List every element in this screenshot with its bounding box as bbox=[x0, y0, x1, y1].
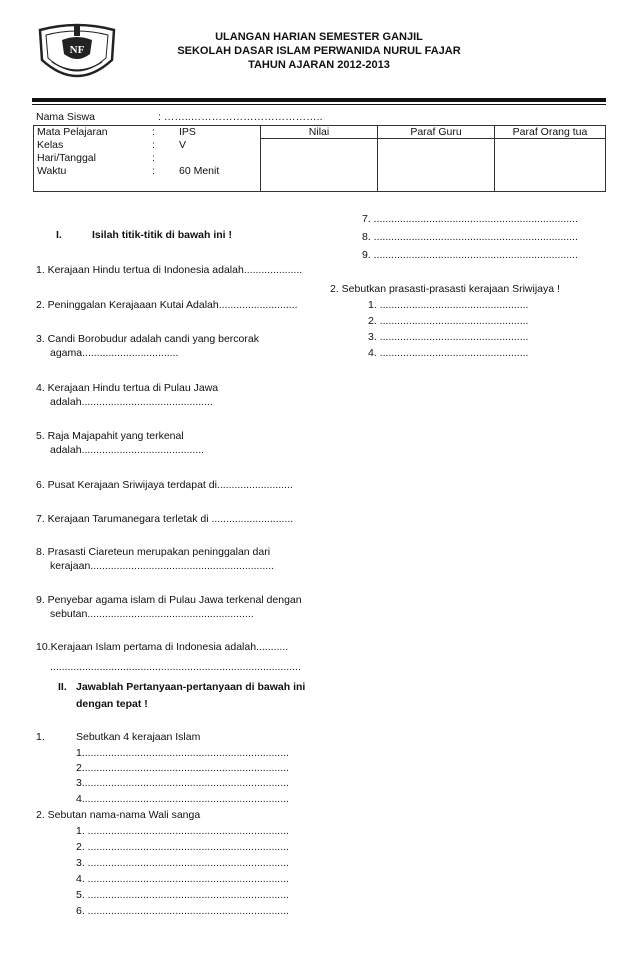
s2-q1-number: 1. bbox=[36, 731, 45, 743]
s2-q2-text: 2. Sebutan nama-nama Wali sanga bbox=[36, 809, 201, 821]
question-7: 7. Kerajaan Tarumanegara terletak di ............................ bbox=[36, 513, 294, 525]
question-4: 4. Kerajaan Hindu tertua di Pulau Jawa bbox=[36, 382, 219, 394]
nilai-header: Nilai bbox=[261, 126, 378, 139]
paraf-guru-header: Paraf Guru bbox=[378, 126, 495, 139]
s2-q1-answer-3[interactable]: 3....................................................................... bbox=[76, 777, 289, 789]
student-name-field[interactable]: : ……..……………………………….. bbox=[158, 111, 323, 123]
s2-q1-answer-1[interactable]: 1....................................................................... bbox=[76, 747, 289, 759]
question-3-answer[interactable]: agama................................. bbox=[50, 347, 179, 359]
header-rule-thin bbox=[32, 104, 606, 105]
section1-title: Isilah titik-titik di bawah ini ! bbox=[92, 229, 233, 241]
question-2: 2. Peninggalan Kerajaaan Kutai Adalah........................... bbox=[36, 299, 298, 311]
student-info-table bbox=[33, 125, 606, 192]
s2-q2-answer-3[interactable]: 3. ..................................................................... bbox=[76, 857, 289, 869]
info-cell: Kelas : V Hari/Tanggal : Waktu : 60 Menit bbox=[34, 139, 261, 192]
s2-q2-answer-5[interactable]: 5. ..................................................................... bbox=[76, 889, 289, 901]
section2-title-line2: dengan tepat ! bbox=[76, 698, 148, 710]
s2-q1-answer-2[interactable]: 2....................................................................... bbox=[76, 762, 289, 774]
question-10: 10.Kerajaan Islam pertama di Indonesia adalah........... bbox=[36, 641, 289, 653]
section2-title: Jawablah Pertanyaan-pertanyaan di bawah ini bbox=[76, 681, 306, 693]
paraf-ortu-header: Paraf Orang tua bbox=[495, 126, 606, 139]
student-name-label: Nama Siswa bbox=[36, 111, 95, 123]
question-6: 6. Pusat Kerajaan Sriwijaya terdapat di.......................... bbox=[36, 479, 293, 491]
s2-q2-answer-1[interactable]: 1. ..................................................................... bbox=[76, 825, 289, 837]
question-9: 9. Penyebar agama islam di Pulau Jawa terkenal dengan bbox=[36, 594, 302, 606]
header-title: ULANGAN HARIAN SEMESTER GANJIL bbox=[215, 31, 423, 43]
s2-q2-answer-2[interactable]: 2. ..................................................................... bbox=[76, 841, 289, 853]
s2-q2-answer-6[interactable]: 6. ..................................................................... bbox=[76, 905, 289, 917]
info-cell: Mata Pelajaran : IPS bbox=[34, 126, 261, 139]
s2-q3-answer-3[interactable]: 3. ................................................... bbox=[368, 331, 529, 343]
question-3: 3. Candi Borobudur adalah candi yang bercorak bbox=[36, 333, 259, 345]
header-school: SEKOLAH DASAR ISLAM PERWANIDA NURUL FAJAR bbox=[177, 45, 461, 57]
paraf-guru-cell[interactable] bbox=[378, 139, 495, 192]
nilai-cell[interactable] bbox=[261, 139, 378, 192]
question-9-answer[interactable]: sebutan......................................................... bbox=[50, 608, 254, 620]
s2-q1-text: Sebutkan 4 kerajaan Islam bbox=[76, 731, 201, 743]
s2-q1-answer-4[interactable]: 4....................................................................... bbox=[76, 793, 289, 805]
s2-q3-text: 2. Sebutkan prasasti-prasasti kerajaan Sriwijaya ! bbox=[330, 283, 560, 295]
s2-q2-answer-4[interactable]: 4. ..................................................................... bbox=[76, 873, 289, 885]
logo-lettering: NF bbox=[69, 44, 85, 56]
s2-q2-answer-7[interactable]: 7. ...................................................................... bbox=[362, 213, 578, 225]
question-4-answer[interactable]: adalah............................................. bbox=[50, 396, 213, 408]
section2-number: II. bbox=[58, 681, 67, 693]
s2-q3-answer-2[interactable]: 2. ................................................... bbox=[368, 315, 529, 327]
header-year: TAHUN AJARAN 2012-2013 bbox=[248, 59, 390, 71]
question-10-answer[interactable]: ...................................................................................... bbox=[50, 661, 301, 673]
s2-q3-answer-4[interactable]: 4. ................................................... bbox=[368, 347, 529, 359]
question-8: 8. Prasasti Ciareteun merupakan peninggalan dari bbox=[36, 546, 271, 558]
question-8-answer[interactable]: kerajaan............................................................... bbox=[50, 560, 275, 572]
question-1: 1. Kerajaan Hindu tertua di Indonesia adalah.................... bbox=[36, 264, 303, 276]
s2-q2-answer-8[interactable]: 8. ...................................................................... bbox=[362, 231, 578, 243]
question-5-answer[interactable]: adalah.......................................... bbox=[50, 444, 205, 456]
header-rule bbox=[32, 98, 606, 102]
question-5: 5. Raja Majapahit yang terkenal bbox=[36, 430, 184, 442]
s2-q2-answer-9[interactable]: 9. ...................................................................... bbox=[362, 249, 578, 261]
paraf-ortu-cell[interactable] bbox=[495, 139, 606, 192]
s2-q3-answer-1[interactable]: 1. ................................................... bbox=[368, 299, 529, 311]
section1-number: I. bbox=[56, 229, 62, 241]
